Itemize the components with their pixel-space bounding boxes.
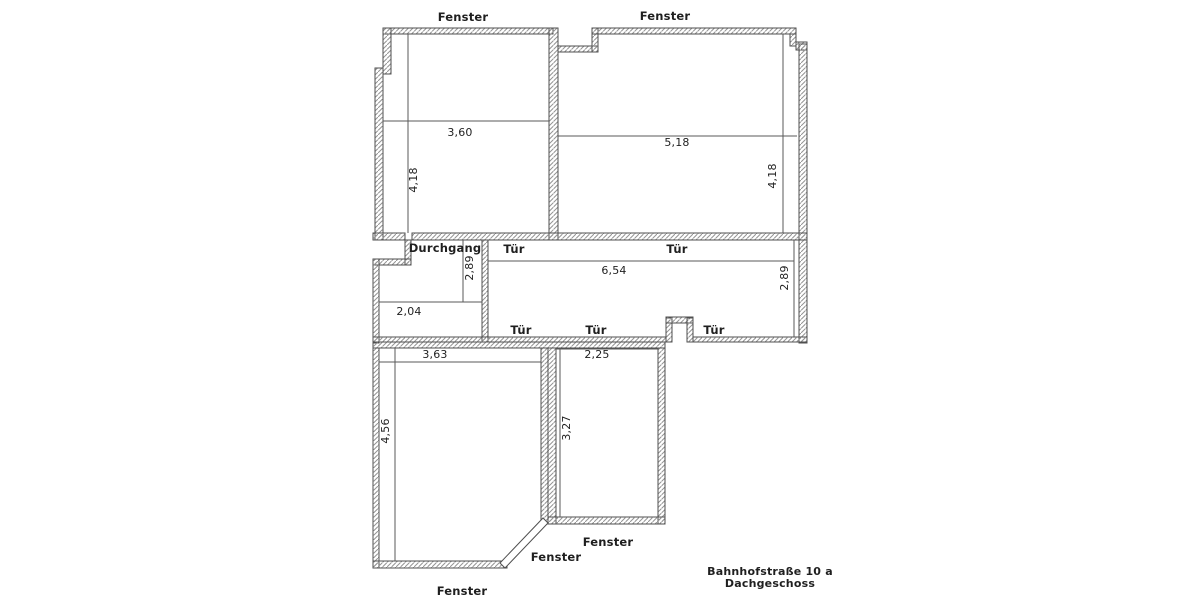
window-label-bottom-left: Fenster bbox=[436, 584, 488, 598]
window-label-bottom-middle: Fenster bbox=[582, 535, 634, 549]
passage-label: Durchgang bbox=[408, 241, 482, 255]
wall-top-left-room-left-upper bbox=[383, 28, 391, 74]
dimension-room-bottom-middle-width: 2,25 bbox=[584, 348, 610, 361]
wall-divider-top-rooms bbox=[549, 28, 558, 240]
door-label-corridor-top-left: Tür bbox=[503, 242, 525, 256]
plan-title-floor: Dachgeschoss bbox=[724, 577, 816, 590]
walls bbox=[373, 28, 807, 568]
wall-top-right-room-step-right-v bbox=[790, 34, 796, 46]
wall-top-right-room-top bbox=[592, 28, 796, 34]
wall-bottom-middle-room-right bbox=[658, 348, 665, 524]
wall-outer-right bbox=[799, 44, 807, 343]
dimension-room-bottom-middle-depth: 3,27 bbox=[560, 415, 573, 441]
dimension-room-top-right-width: 5,18 bbox=[664, 136, 690, 149]
window-label-top-right: Fenster bbox=[639, 9, 691, 23]
dimension-room-bottom-left-depth: 4,56 bbox=[379, 418, 392, 444]
wall-bottom-left-room-bottom bbox=[373, 561, 507, 568]
dimension-room-top-left-width: 3,60 bbox=[447, 126, 473, 139]
wall-chimney-right bbox=[687, 318, 693, 342]
dimension-hallway-width: 2,04 bbox=[396, 305, 422, 318]
wall-mid-top-band-left bbox=[373, 233, 405, 240]
text-labels bbox=[379, 9, 833, 598]
wall-bottom-middle-room-bottom bbox=[548, 517, 665, 524]
dimension-hallway-depth: 2,89 bbox=[463, 255, 476, 281]
wall-hall-outer-left bbox=[373, 259, 379, 343]
dimension-room-top-left-depth: 4,18 bbox=[407, 167, 420, 193]
dimension-room-top-right-depth: 4,18 bbox=[766, 163, 779, 189]
wall-corridor-left bbox=[482, 240, 488, 342]
wall-mid-bottom-band-left bbox=[373, 337, 666, 342]
wall-bottom-rooms-top-band bbox=[373, 342, 665, 348]
plan-title-address: Bahnhofstraße 10 a bbox=[707, 565, 833, 578]
wall-bottom-left-room-right bbox=[541, 348, 548, 524]
door-label-corridor-bottom-1: Tür bbox=[510, 323, 532, 337]
wall-top-left-room-top bbox=[383, 28, 553, 34]
dimension-room-bottom-left-width: 3,63 bbox=[422, 348, 448, 361]
door-label-corridor-bottom-2: Tür bbox=[585, 323, 607, 337]
door-label-corridor-top-right: Tür bbox=[666, 242, 688, 256]
dimension-lines bbox=[379, 34, 797, 561]
wall-mid-top-band-main bbox=[412, 233, 807, 240]
window-label-diagonal: Fenster bbox=[530, 550, 582, 564]
dimension-corridor-depth: 2,89 bbox=[778, 265, 791, 291]
wall-top-left-room-left-lower bbox=[375, 68, 383, 240]
wall-bottom-middle-room-left bbox=[548, 348, 556, 524]
dimension-corridor-width: 6,54 bbox=[601, 264, 627, 277]
door-label-corridor-bottom-3: Tür bbox=[703, 323, 725, 337]
wall-mid-bottom-band-right bbox=[693, 337, 807, 342]
wall-bottom-left-room-left bbox=[373, 348, 379, 568]
window-label-top-left: Fenster bbox=[437, 10, 489, 24]
